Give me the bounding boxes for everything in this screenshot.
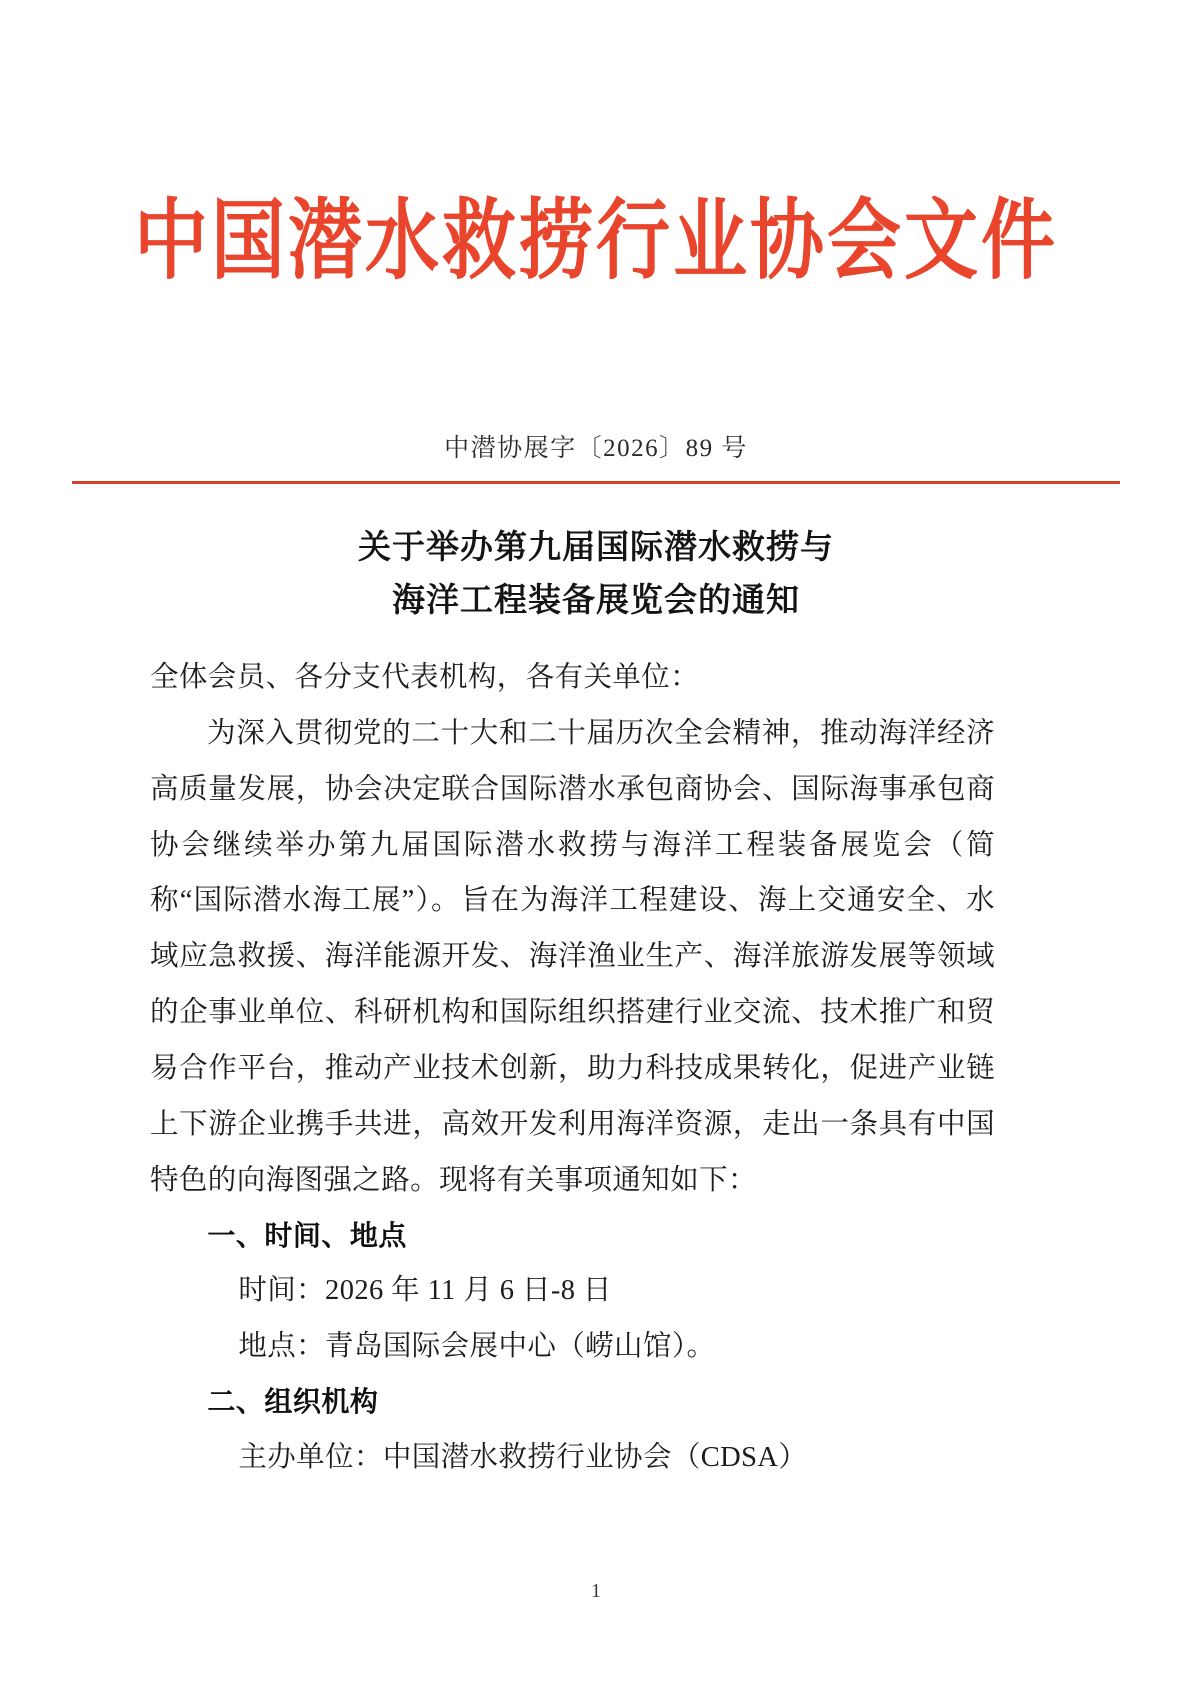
document-title-line-1: 关于举办第九届国际潜水救捞与 [358, 527, 834, 566]
page-number: 1 [591, 1580, 601, 1602]
section-1-detail-time: 时间：2026 年 11 月 6 日-8 日 [238, 1275, 612, 1307]
organization-title: 中国潜水救捞行业协会文件 [134, 190, 1058, 292]
body-paragraph-1: 为深入贯彻党的二十大和二十届历次全会精神，推动海洋经济高质量发展，协会决定联合国际潜水承包商协会、国际海事承包商协会继续举办第九届国际潜水救捞与海洋工程装备展览会（简称“国际潜水海工展”）。旨在为海洋工程建设、海上交通安全、水域应急救援、海洋能源开发、海洋渔业生产、海洋旅游发展等领域的企事业单位、科研机构和国际组织搭建行业交流、技术推广和贸易合作平台，推动产业技术创新，助力科技成果转化，促进产业链上下游企业携手共进，高效开发利用海洋资源，走出一条具有中国特色的向海图强之路。现将有关事项通知如下： [150, 717, 995, 1196]
section-1-detail-venue: 地点：青岛国际会展中心（崂山馆）。 [238, 1331, 716, 1363]
red-separator-rule [72, 481, 1120, 484]
document-number: 中潜协展字〔2026〕89 号 [444, 435, 748, 462]
document-title [0, 520, 1192, 627]
salutation: 全体会员、各分支代表机构，各有关单位： [150, 662, 700, 693]
section-2 [150, 1375, 995, 1486]
section-2-heading: 二、组织机构 [207, 1385, 379, 1419]
section-1-heading: 一、时间、地点 [207, 1218, 407, 1252]
section-1 [150, 1209, 995, 1376]
document-title-line-2: 海洋工程装备展览会的通知 [392, 580, 800, 620]
section-2-detail-organizer: 主办单位：中国潜水救捞行业协会（CDSA） [238, 1442, 808, 1474]
document-body [150, 650, 995, 1486]
masthead [0, 190, 1192, 292]
